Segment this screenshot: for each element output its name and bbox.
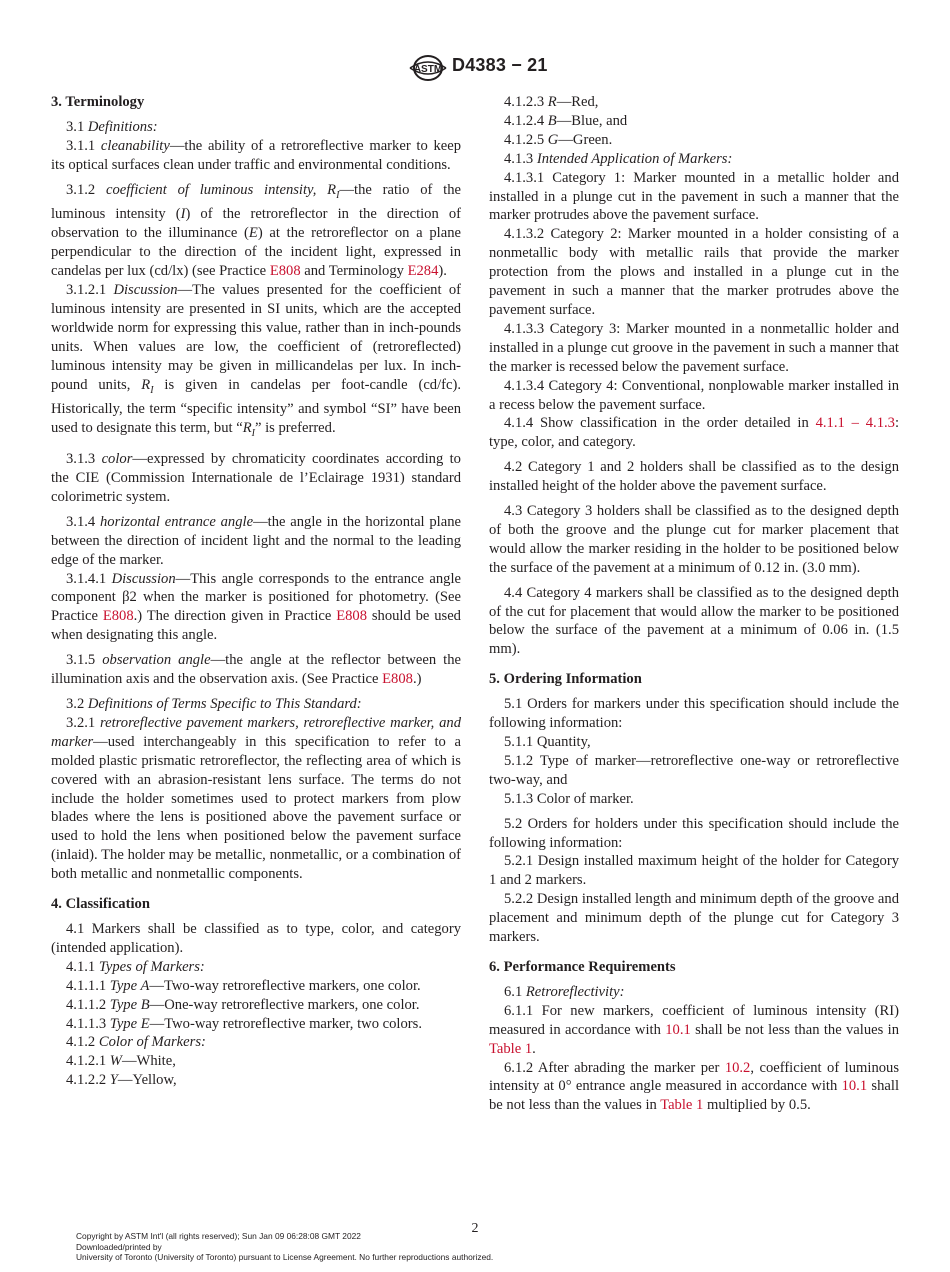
section-number: 4. [51,896,62,913]
italic-term: Types of Markers: [98,958,205,975]
paragraph [51,714,461,884]
text-run: 4.1.4 Show classification in the order detailed in [504,415,816,432]
text-run: 4.1.3.2 Category 2: Marker mounted in a holder consisting of a nonmetallic body with metallic rails that provide the marker protection from the plows and installed in a plunge cut in the pavement in such a manner that the marker protrudes above the pavement surface. [489,226,899,318]
paragraph [489,752,899,790]
italic-term: color [101,451,133,468]
paragraph [489,112,899,131]
text-run: 3.1.4.1 [66,570,112,587]
section-heading [51,895,461,914]
paragraph [51,1071,461,1090]
italic-term: Type A [109,977,150,994]
italic-term: retroreflective pavement markers, retroreflective marker, and marker [51,714,461,750]
italic-term: I [180,206,186,223]
paragraph [51,695,461,714]
footer-line: University of Toronto (University of Toronto) pursuant to License Agreement. No further reproductions authorized. [76,1252,494,1263]
text-run: 4.1.2.3 [504,94,548,110]
text-run: and Terminology [300,263,408,280]
text-run: 4.1.3 [504,150,537,167]
text-run: ). [438,263,447,280]
italic-term: Definitions of Terms Specific to This Standard: [87,696,362,712]
text-run: 4.4 Category 4 markers shall be classified as to the designed depth of the cut for placement that would allow the marker to be positioned below the surface of the pavement at a minimum of 0.06 in. (1.5 mm). [489,584,899,658]
text-run: 4.1.2.5 [504,131,548,148]
text-run: —Two-way retroreflective markers, one color. [149,977,421,994]
reference-link[interactable]: 10.1 [841,1078,868,1095]
italic-term: cleanability [100,137,170,154]
text-run: —Red, [556,94,599,110]
text-run: 4.1 Markers shall be classified as to type, color, and category (intended application). [51,920,461,956]
page-number: 2 [471,1221,479,1236]
section-title: Classification [65,896,150,913]
paragraph [489,1059,899,1116]
text-run: —the ratio of the luminous intensity ( [51,181,461,223]
right-column [489,93,899,1115]
text-run: 4.1.1.1 [66,977,110,994]
reference-link[interactable]: Table 1 [489,1040,533,1057]
reference-link[interactable]: E808 [102,608,134,625]
text-run: 4.1.1.2 [66,996,110,1013]
text-run: 5.1.3 Color of marker. [504,790,634,807]
italic-term: horizontal entrance angle [99,513,254,530]
text-run: —the ability of a retroreflective marker to keep its optical surfaces clean under traffic and environmental conditions. [51,137,461,173]
paragraph [489,733,899,752]
italic-term: observation angle [102,652,211,669]
italic-term: R [141,376,151,393]
text-run: 6.1 [504,983,526,1000]
paragraph [489,131,899,150]
text-run: —used interchangeably in this specification to refer to a molded plastic prismatic retroreflector, the reflecting area of which is covered with an abrasion-resistant lens surface. The terms do not include the holder sometimes used to protect markers from plow blades where the lens is positioned above the pavement surface or used to hold the lens when positioned below the pavement surface (inlaid). The holder may be metallic, nonmetallic, or a combination of both metallic and nonmetallic components. [51,733,461,883]
paragraph [489,502,899,578]
paragraph [51,570,461,646]
paragraph [489,458,899,496]
text-run: 3.1.1 [66,137,101,154]
text-run: 3.1.2 [66,181,106,198]
reference-link[interactable]: 10.1 [665,1021,691,1038]
section-number: 5. [489,671,500,688]
paragraph [489,890,899,947]
text-run: ) at the retroreflector on a plane perpendicular to the direction of the incident light, expressed in candelas per lux (cd/lx) (see Practice [51,225,461,280]
text-run: 5.1 Orders for markers under this specification should include the following information: [489,696,899,732]
paragraph [51,137,461,175]
paragraph [489,983,899,1002]
paragraph [489,320,899,377]
italic-term: E [248,225,258,242]
paragraph [51,281,461,444]
text-run: 4.1.3.1 Category 1: Marker mounted in a metallic holder and installed in a plunge cut in the pavement in such a manner that the marker protrudes above the pavement surface. [489,169,899,224]
text-run: —Green. [558,131,613,148]
text-run: 4.1.2.1 [66,1053,110,1070]
italic-term: W [109,1053,122,1070]
subscript: I [251,428,255,440]
italic-term: coefficient of luminous intensity, R [106,181,337,198]
italic-term: Type E [109,1015,150,1032]
text-run: 5.1.2 Type of marker—retroreflective one-way or retroreflective two-way, and [489,752,899,788]
subscript: I [336,189,340,201]
italic-term: Retroreflectivity: [525,983,625,1000]
italic-term: Intended Application of Markers: [536,150,733,167]
text-run: ) of the retroreflector in the direction of observation to the illuminance ( [51,206,462,242]
text-run: 4.1.2 [66,1034,99,1051]
section-number: 3. [51,94,62,110]
text-run: should be used when designating this angle. [51,608,461,644]
paragraph [51,513,461,570]
text-run: 4.2 Category 1 and 2 holders shall be classified as to the design installed height of the holder above the pavement surface. [489,459,899,495]
text-run: 4.1.1 [66,958,99,975]
text-run: 4.1.3.3 Category 3: Marker mounted in a nonmetallic holder and installed in a plunge cut groove in the pavement in such a manner that the marker is recessed below the pavement surface. [489,320,899,375]
text-run: 5.2 Orders for holders under this specification should include the following information: [489,815,899,851]
svg-text:ASTM: ASTM [413,64,443,75]
text-run: 6.1.2 After abrading the marker per [504,1059,725,1076]
italic-term: B [547,112,557,129]
italic-term: Discussion [113,282,178,299]
paragraph [51,118,461,137]
paragraph [489,150,899,169]
text-run: 4.1.3.4 Category 4: Conventional, nonplowable marker installed in a recess below the pavement surface. [489,377,899,413]
paragraph [489,93,899,112]
text-run: ” is preferred. [254,420,336,437]
section-heading [489,670,899,689]
text-run: 5.2.1 Design installed maximum height of the holder for Category 1 and 2 markers. [489,853,899,889]
paragraph [51,1015,461,1034]
reference-link[interactable]: E808 [382,671,413,688]
paragraph [489,852,899,890]
paragraph [489,790,899,809]
text-run: 4.1.2.4 [504,112,548,129]
paragraph [489,225,899,320]
text-run: shall be not less than the values in [690,1021,899,1038]
text-run: —One-way retroreflective markers, one color. [149,996,420,1013]
paragraph [51,996,461,1015]
italic-term: Discussion [111,570,176,587]
reference-link[interactable]: 4.1.1 – 4.1.3 [815,415,895,432]
text-run: is given in candelas per foot-candle (cd/fc). Historically, the term “specific intensity” and symbol “SI” have been used to designate this term, but “ [51,376,462,437]
text-run: . [532,1040,536,1057]
standard-designation: D4383 − 21 [452,55,548,75]
text-run: multiplied by 0.5. [703,1097,811,1114]
text-run: —White, [121,1053,176,1070]
section-heading [489,958,899,977]
text-run: 4.1.1.3 [66,1015,110,1032]
italic-term: Definitions: [87,118,158,135]
text-run: 3.1.3 [66,451,102,468]
text-run: 3.2 [66,696,88,712]
paragraph [51,450,461,507]
section-title: Ordering Information [503,671,642,688]
text-run: , coefficient of luminous intensity at 0° entrance angle measured in accordance with [489,1059,900,1095]
text-run: —Blue, and [556,112,628,129]
text-run: 4.1.2.2 [66,1072,110,1089]
text-run: 3.1.5 [66,652,103,669]
left-column [51,93,461,1090]
paragraph [489,377,899,415]
text-run: .) [412,671,422,688]
text-run: —expressed by chromaticity coordinates according to the CIE (Commission Internationale de l’Eclairage 1931) standard colorimetric system. [51,451,461,505]
paragraph [51,1052,461,1071]
paragraph [489,584,899,660]
text-run: 3.2.1 [66,714,100,731]
reference-link[interactable]: E808 [269,263,301,280]
text-run: 6.1.1 For new markers, coefficient of luminous intensity (RI) measured in accordance with [489,1002,899,1038]
text-run: —The values presented for the coefficient of luminous intensity are presented in SI units, which are the accepted worldwide norm for expressing this value, rather than in inch-pounds units. When values are low, the coefficient of (retroreflected) luminous intensity may be given in millicandelas per lux. In inch-pound units, [51,282,462,393]
paragraph [489,815,899,853]
text-run: —the angle in the horizontal plane between the direction of incident light and the normal to the leading edge of the marker. [51,513,461,568]
text-run: —This angle corresponds to the entrance angle component β2 when the marker is positioned for photometry. (See Practice [51,570,461,625]
paragraph [51,1033,461,1052]
text-run: —the angle at the reflector between the illumination axis and the observation axis. (See Practice [51,652,461,688]
paragraph [489,1002,899,1059]
text-run: 4.3 Category 3 holders shall be classified as to the designed depth of both the groove and the plunge cut for marker placement that would allow the marker residing in the holder to be positioned below the surface of the pavement at a minimum of 0.12 in. (3.0 mm). [489,503,899,576]
italic-term: G [547,131,559,148]
reference-link[interactable]: E284 [407,263,439,280]
section-title: Terminology [65,94,145,110]
copyright-footer [76,1231,493,1263]
paragraph [51,920,461,958]
paragraph [51,977,461,996]
paragraph [51,958,461,977]
text-run: —Two-way retroreflective marker, two colors. [149,1015,422,1032]
footer-line: Copyright by ASTM Int'l (all rights reserved); Sun Jan 09 06:28:08 GMT 2022 [76,1231,361,1241]
italic-term: R [242,420,252,437]
italic-term: R [547,94,557,110]
paragraph [489,169,899,226]
text-run: 5.2.2 Design installed length and minimum depth of the groove and placement and minimum depth of the plunge cut for Category 3 markers. [489,891,899,946]
section-number: 6. [489,958,500,975]
text-run: 3.1 [66,118,88,135]
astm-logo-icon [408,52,448,84]
text-run: 3.1.2.1 [66,282,114,299]
section-heading [51,93,461,112]
text-run: 3.1.4 [66,513,100,530]
text-run: shall be not less than the values in [489,1078,899,1114]
paragraph [489,414,899,452]
reference-link[interactable]: 10.2 [724,1059,751,1076]
subscript: I [150,384,154,396]
text-run: 5.1.1 Quantity, [504,734,591,750]
text-run: .) The direction given in Practice [133,608,337,625]
italic-term: Color of Markers: [98,1034,206,1051]
reference-link[interactable]: Table 1 [660,1097,704,1114]
italic-term: Y [109,1072,118,1089]
paragraph [489,695,899,733]
italic-term: Type B [109,996,150,1013]
paragraph [51,181,461,281]
page-header [0,52,950,86]
paragraph [51,651,461,689]
text-run: —Yellow, [117,1072,177,1089]
section-title: Performance Requirements [503,958,676,975]
text-run: : type, color, and category. [489,415,900,451]
reference-link[interactable]: E808 [336,608,368,625]
footer-line: Downloaded/printed by [76,1241,162,1252]
